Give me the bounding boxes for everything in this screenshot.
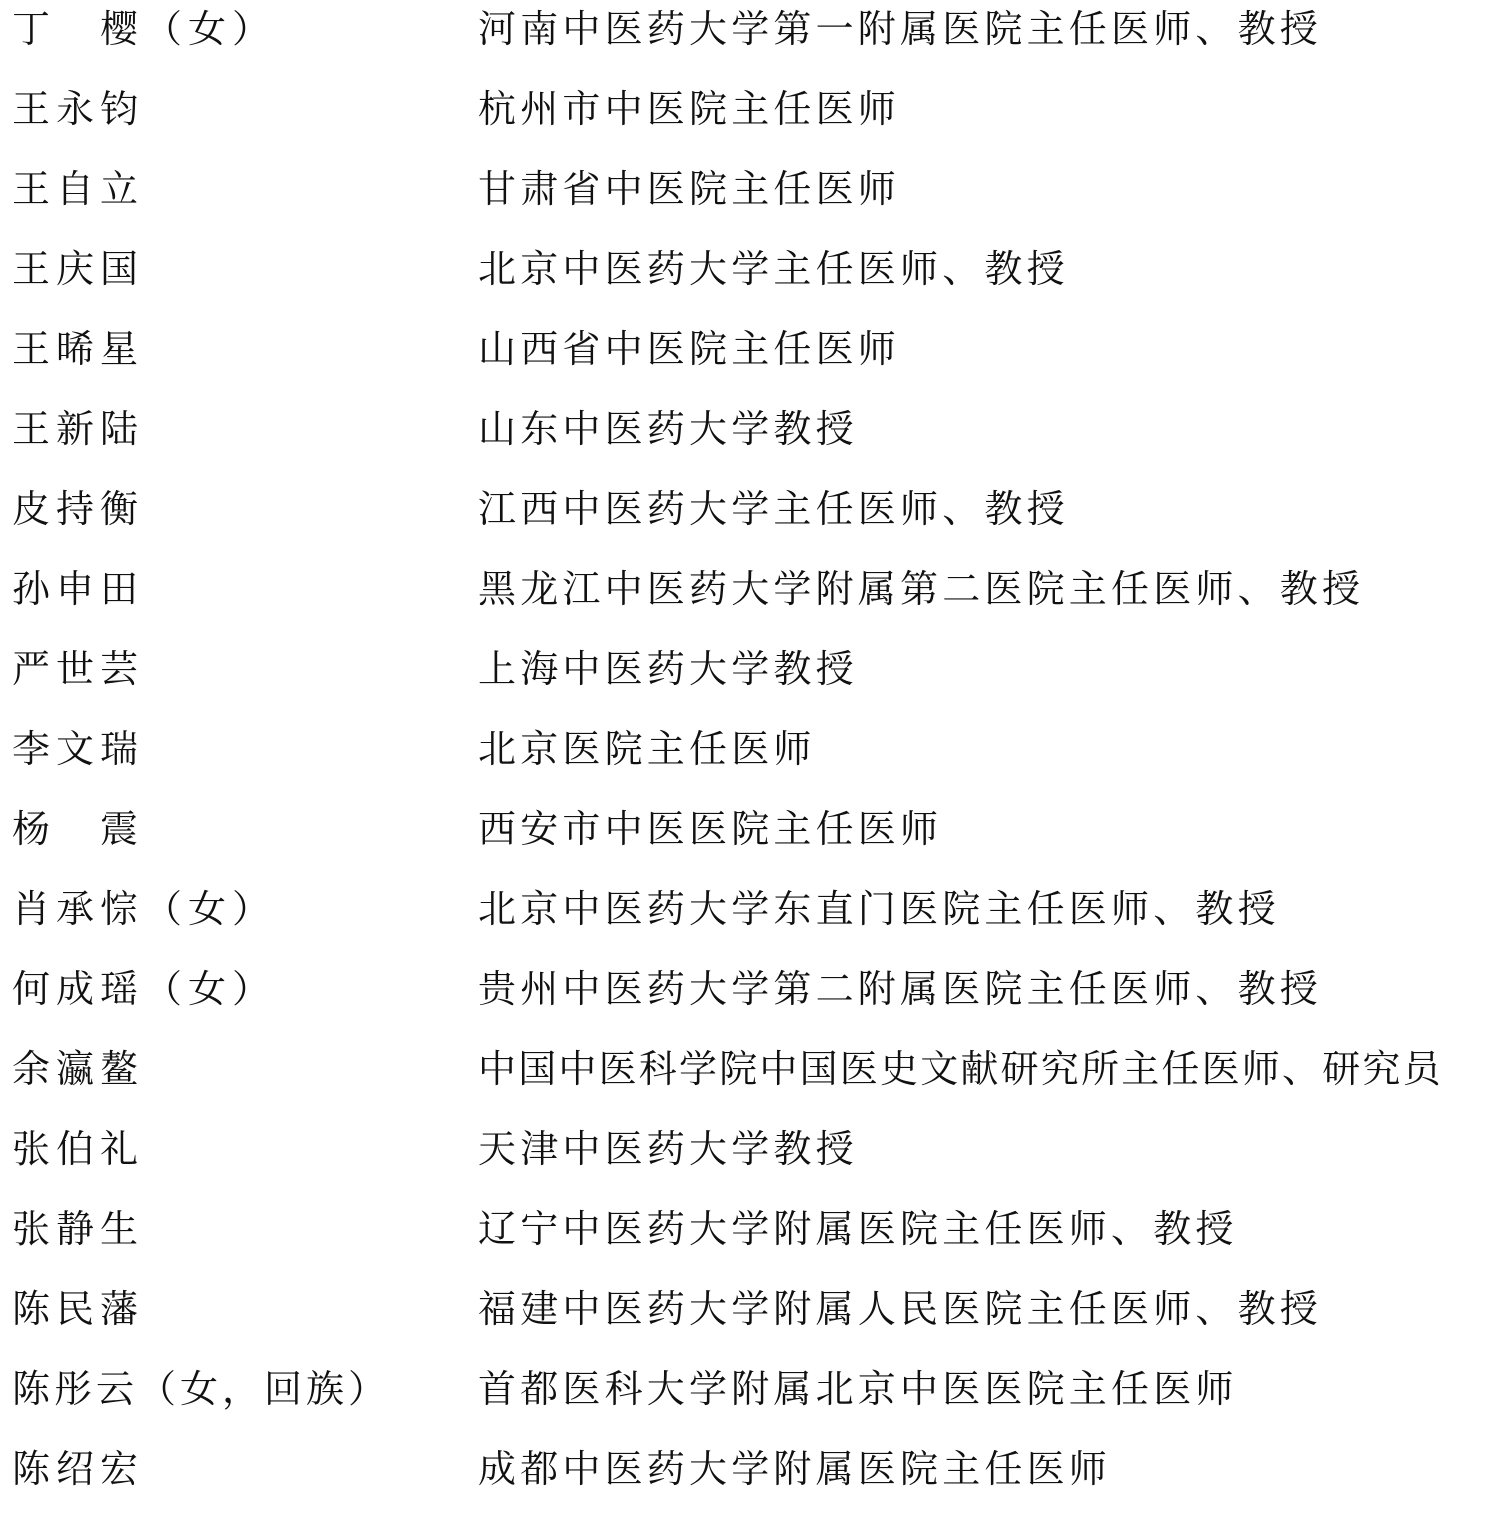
roster-row <box>0 240 1504 320</box>
roster-row <box>0 160 1504 240</box>
person-affiliation: 河南中医药大学第一附属医院主任医师、教授 <box>478 7 1323 51</box>
roster-row <box>0 640 1504 720</box>
person-affiliation: 辽宁中医药大学附属医院主任医师、教授 <box>478 1207 1238 1251</box>
person-name: 王晞星 <box>12 327 145 371</box>
person-name: 王新陆 <box>12 407 145 451</box>
person-name: 何成瑶（女） <box>12 967 277 1011</box>
person-affiliation: 北京中医药大学东直门医院主任医师、教授 <box>478 887 1280 931</box>
person-affiliation: 首都医科大学附属北京中医医院主任医师 <box>478 1367 1238 1411</box>
person-affiliation: 甘肃省中医院主任医师 <box>478 167 901 211</box>
person-affiliation: 上海中医药大学教授 <box>478 647 858 691</box>
roster-row <box>0 1280 1504 1360</box>
person-affiliation: 山西省中医院主任医师 <box>478 327 901 371</box>
person-name: 李文瑞 <box>12 727 145 771</box>
roster-row <box>0 1120 1504 1200</box>
person-affiliation: 成都中医药大学附属医院主任医师 <box>478 1447 1112 1491</box>
roster-row <box>0 1200 1504 1280</box>
roster-row <box>0 320 1504 400</box>
roster-row <box>0 1440 1504 1520</box>
roster-row <box>0 480 1504 560</box>
roster-row <box>0 880 1504 960</box>
roster-row <box>0 80 1504 160</box>
person-affiliation: 中国中医科学院中国医史文献研究所主任医师、研究员 <box>478 1047 1443 1091</box>
roster-row <box>0 960 1504 1040</box>
person-name: 陈绍宏 <box>12 1447 145 1491</box>
roster-row <box>0 560 1504 640</box>
roster-row <box>0 720 1504 800</box>
person-affiliation: 山东中医药大学教授 <box>478 407 858 451</box>
person-affiliation: 黑龙江中医药大学附属第二医院主任医师、教授 <box>478 567 1365 611</box>
person-name: 肖承悰（女） <box>12 887 277 931</box>
person-name: 丁 樱（女） <box>12 7 277 51</box>
person-affiliation: 天津中医药大学教授 <box>478 1127 858 1171</box>
person-affiliation: 西安市中医医院主任医师 <box>478 807 943 851</box>
person-affiliation: 北京中医药大学主任医师、教授 <box>478 247 1069 291</box>
person-affiliation: 江西中医药大学主任医师、教授 <box>478 487 1069 531</box>
person-name: 皮持衡 <box>12 487 145 531</box>
person-name: 陈民藩 <box>12 1287 145 1331</box>
person-affiliation: 福建中医药大学附属人民医院主任医师、教授 <box>478 1287 1323 1331</box>
roster-row <box>0 400 1504 480</box>
person-name: 张伯礼 <box>12 1127 145 1171</box>
person-affiliation: 杭州市中医院主任医师 <box>478 87 901 131</box>
person-name: 杨 震 <box>12 807 145 851</box>
person-name: 王庆国 <box>12 247 145 291</box>
person-name: 余瀛鳌 <box>12 1047 145 1091</box>
roster-row <box>0 1360 1504 1440</box>
person-name: 严世芸 <box>12 647 145 691</box>
roster-row <box>0 1040 1504 1120</box>
person-name: 张静生 <box>12 1207 145 1251</box>
roster-row <box>0 800 1504 880</box>
roster-row <box>0 0 1504 80</box>
person-name: 孙申田 <box>12 567 145 611</box>
person-name: 王永钧 <box>12 87 145 131</box>
person-name: 王自立 <box>12 167 145 211</box>
person-affiliation: 贵州中医药大学第二附属医院主任医师、教授 <box>478 967 1323 1011</box>
person-affiliation: 北京医院主任医师 <box>478 727 816 771</box>
person-name: 陈彤云（女，回族） <box>12 1367 391 1411</box>
